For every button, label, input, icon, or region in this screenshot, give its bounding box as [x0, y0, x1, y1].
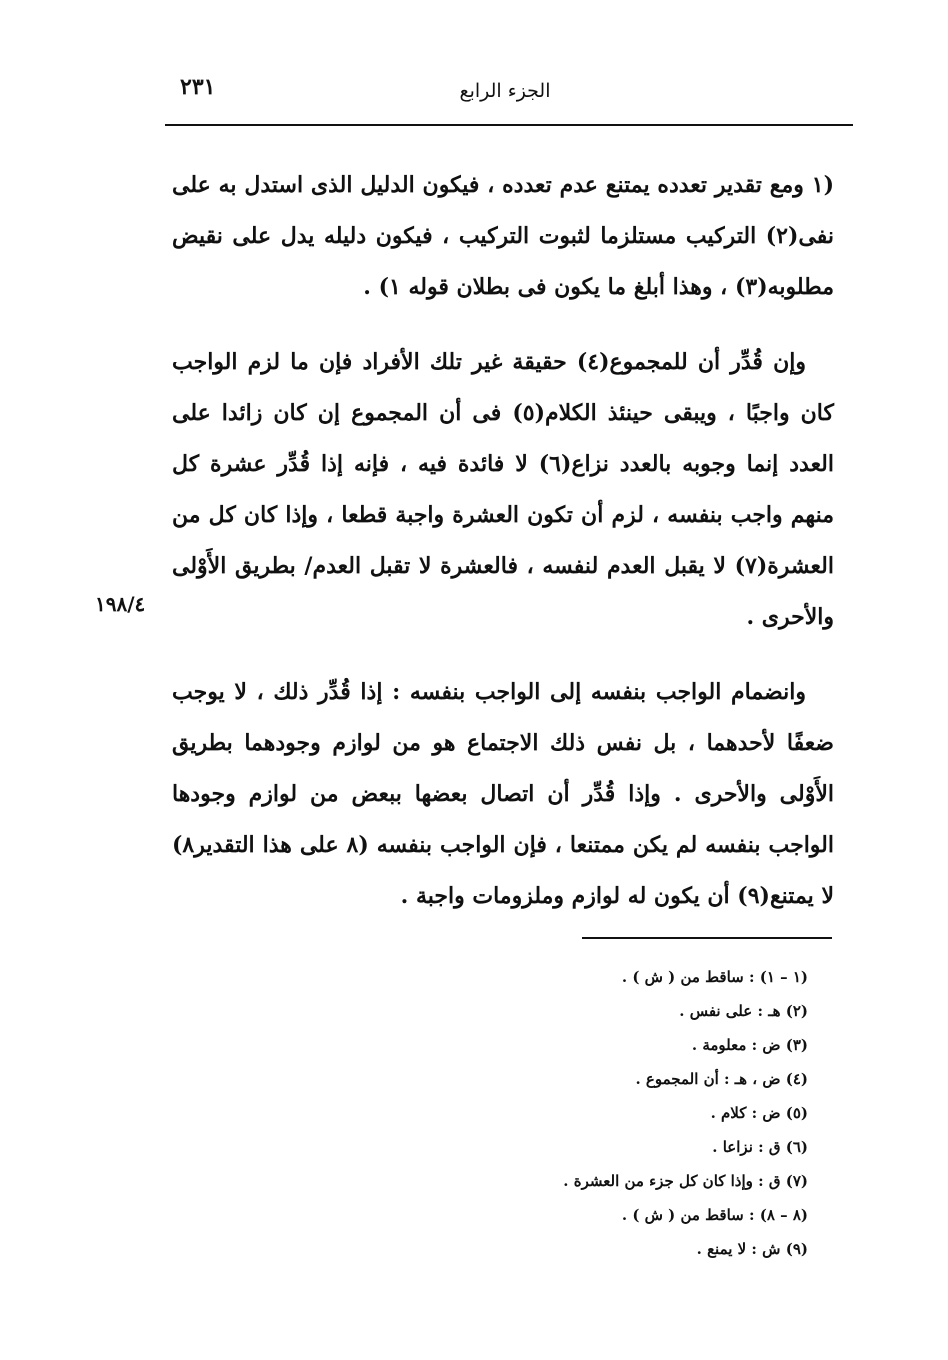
footnote-item: (١ – ١) : ساقط من ( ش ) .	[621, 968, 808, 986]
footnote-rule	[582, 937, 832, 939]
running-title: الجزء الرابع	[459, 80, 551, 102]
footnote-item: (٧) ق : وإذا كان كل جزء من العشرة .	[563, 1172, 808, 1190]
page-number: ٢٣١	[180, 74, 216, 100]
paragraph-3: وانضمام الواجب بنفسه إلى الواجب بنفسه : إذا قُدِّر ذلك ، لا يوجب ضعفًا لأحدهما ، بل نفس ذلك الاجتماع هو من لوازم وجودهما بطريق الأَوْلى والأحرى . وإذا قُدِّر أن اتصال بعضها ببعض من لوازم وجودها الواجب بنفسه لم يكن ممتنعا ، فإن الواجب بنفسه (٨ على هذا التقدير٨) لا يمتنع(٩) أن يكون له لوازم وملزومات واجبة .	[172, 679, 834, 909]
footnotes	[563, 960, 808, 1266]
margin-reference: ١٩٨/٤	[95, 592, 146, 616]
main-text	[172, 160, 834, 946]
header-rule	[165, 124, 853, 126]
footnote-item: (٨ – ٨) : ساقط من ( ش ) .	[621, 1206, 808, 1224]
footnote-item: (٦) ق : نزاعا .	[712, 1138, 808, 1156]
footnote-item: (٤) ض ، هـ : أن المجموع .	[635, 1070, 808, 1088]
footnote-item: (٥) ض : كلام .	[710, 1104, 808, 1122]
paragraph-2: وإن قُدِّر أن للمجموع(٤) حقيقة غير تلك الأفراد فإن ما لزم الواجب كان واجبًا ، ويبقى حينئذ الكلام(٥) فى أن المجموع إن كان زائدا على العدد إنما وجوبه بالعدد نزاع(٦) لا فائدة فيه ، فإنه إذا قُدِّر عشرة كل منهم واجب بنفسه ، لزم أن تكون العشرة واجبة قطعا ، وإذا كان كل من العشرة(٧) لا يقبل العدم لنفسه ، فالعشرة لا تقبل العدم/ بطريق الأَوْلى والأحرى .	[172, 349, 834, 630]
footnote-item: (٣) ض : معلومة .	[691, 1036, 808, 1054]
footnote-item: (٢) هـ : على نفس .	[679, 1002, 808, 1020]
paragraph-1: (١ ومع تقدير تعدده يمتنع عدم تعدده ، فيكون الدليل الذى استدل به على نفى(٢) التركيب مستلزما لثبوت التركيب ، فيكون دليله يدل على نقيض مطلوبه(٣) ، وهذا أبلغ ما يكون فى بطلان قوله ١) .	[172, 172, 834, 300]
footnote-item: (٩) ش : لا يمنع .	[696, 1240, 808, 1258]
